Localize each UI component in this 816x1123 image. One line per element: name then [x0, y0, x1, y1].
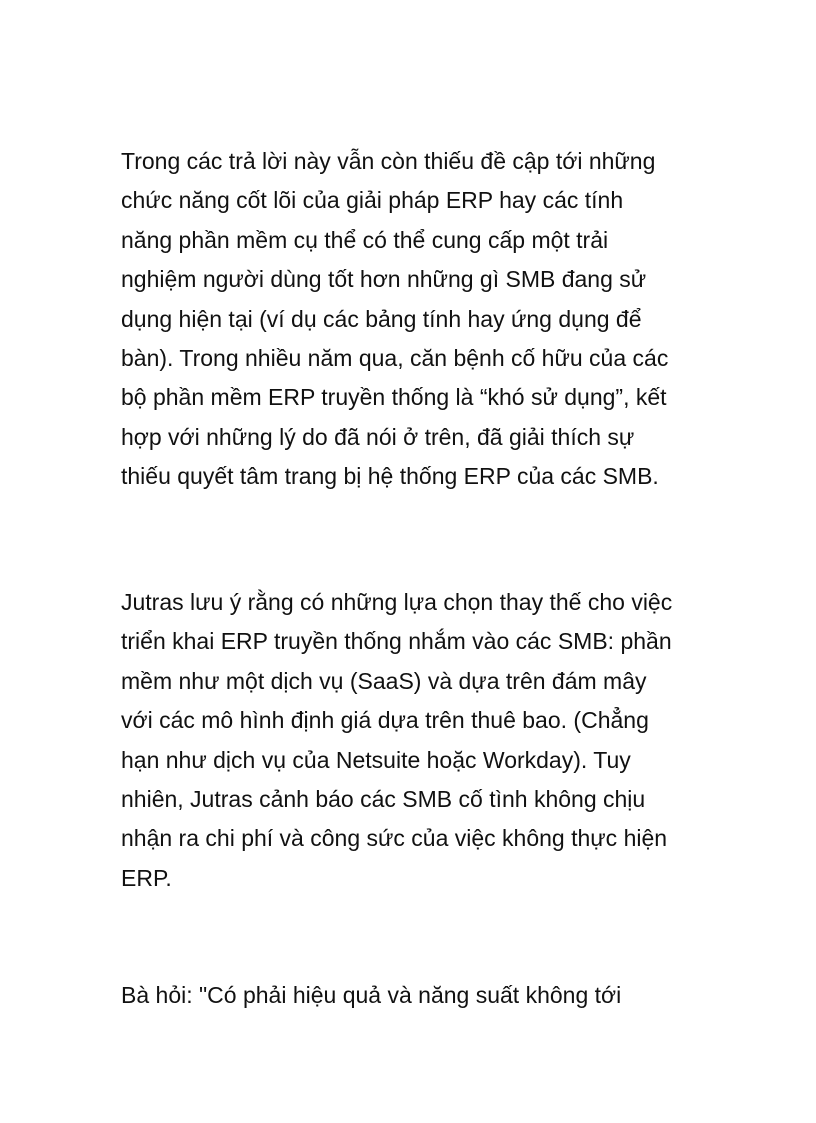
- text-line: Jutras lưu ý rằng có những lựa chọn thay thế cho việc: [121, 589, 673, 615]
- text-line: năng phần mềm cụ thể có thể cung cấp một trải: [121, 226, 609, 253]
- text-line: mềm như một dịch vụ (SaaS) và dựa trên đám mây: [121, 667, 647, 694]
- text-line: nhiên, Jutras cảnh báo các SMB cố tình không chịu: [121, 785, 646, 812]
- paragraph-2: [121, 583, 721, 898]
- text-line: nghiệm người dùng tốt hơn những gì SMB đang sử: [121, 266, 647, 293]
- text-line: dụng hiện tại (ví dụ các bảng tính hay ứng dụng để: [121, 305, 642, 332]
- text-line: bàn). Trong nhiều năm qua, căn bệnh cố hữu của các: [121, 344, 669, 371]
- text-line: Bà hỏi: "Có phải hiệu quả và năng suất không tới: [121, 982, 622, 1008]
- paragraph-1: [121, 142, 721, 497]
- text-line: hạn như dịch vụ của Netsuite hoặc Workday). Tuy: [121, 746, 631, 773]
- text-line: thiếu quyết tâm trang bị hệ thống ERP của các SMB.: [121, 463, 659, 490]
- text-line: với các mô hình định giá dựa trên thuê bao. (Chẳng: [121, 707, 649, 734]
- text-line: Trong các trả lời này vẫn còn thiếu đề cập tới những: [121, 148, 656, 174]
- text-line: bộ phần mềm ERP truyền thống là “khó sử dụng”, kết: [121, 384, 667, 411]
- text-line: triển khai ERP truyền thống nhắm vào các SMB: phần: [121, 628, 672, 655]
- text-line: ERP.: [121, 864, 172, 891]
- text-line: chức năng cốt lõi của giải pháp ERP hay các tính: [121, 187, 624, 214]
- text-line: hợp với những lý do đã nói ở trên, đã giải thích sự: [121, 423, 635, 450]
- paragraph-3: [121, 976, 721, 1015]
- text-line: nhận ra chi phí và công sức của việc không thực hiện: [121, 825, 668, 852]
